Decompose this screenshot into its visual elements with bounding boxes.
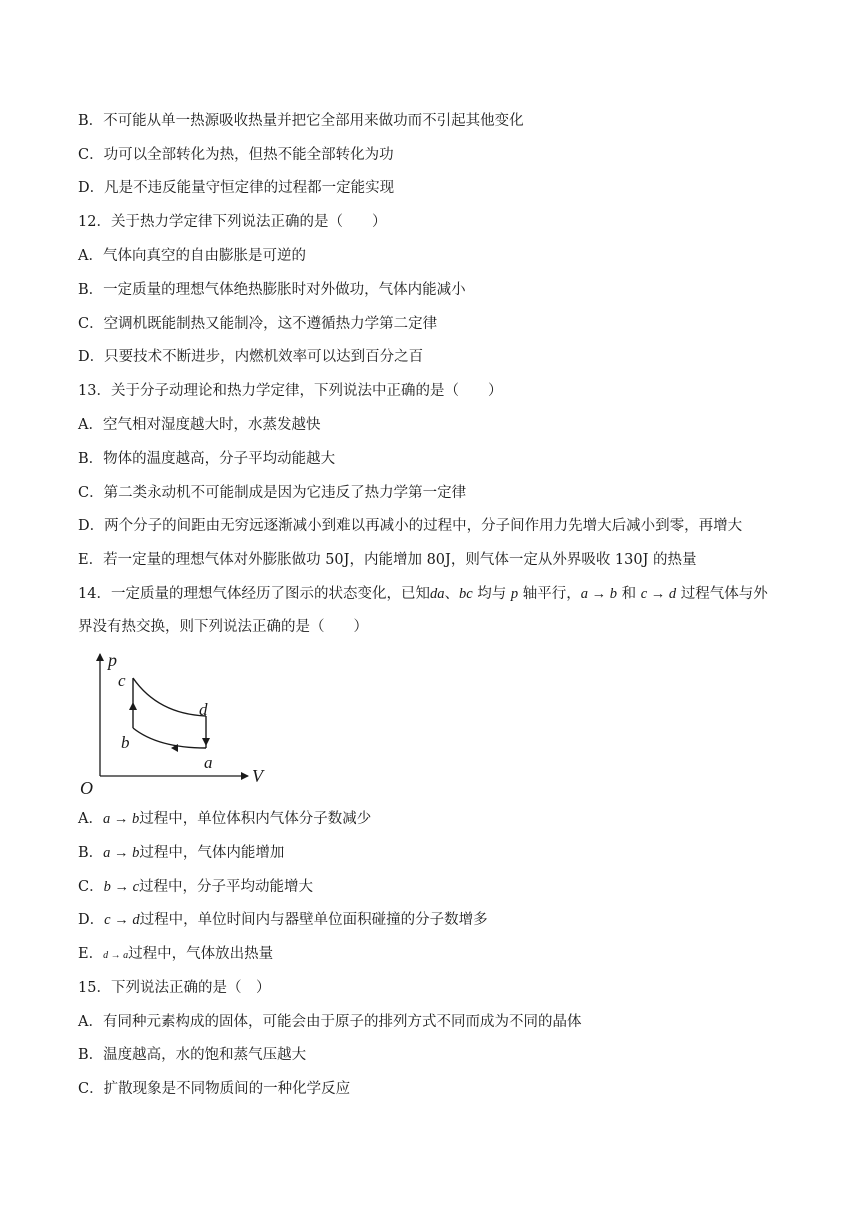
q12-option-b: B．一定质量的理想气体绝热膨胀时对外做功，气体内能减小 [78,282,466,298]
q14-option-b-math: a → b [103,845,140,861]
q14-option-a [78,809,371,829]
q14-option-e [78,944,273,966]
q14-option-b-label: B． [78,845,104,861]
q14-option-d-text: 过程中，单位时间内与器壁单位面积碰撞的分子数增多 [139,912,488,928]
q14-option-e-label: E． [78,946,104,962]
q13-option-c: C．第二类永动机不可能制成是因为它违反了热力学第一定律 [78,485,467,501]
q14-stem-line1 [78,584,768,604]
q13-option-d: D．两个分子的间距由无穷远逐渐减小到难以再减小的过程中，分子间作用力先增大后减小到零，再增大 [78,518,743,534]
q14-stem-text-5: 和 [616,586,641,602]
q14-stem-line2: 界没有热交换，则下列说法正确的是（ ） [78,619,368,635]
arrow-d-to-a [202,738,210,746]
q13-option-b: B．物体的温度越高，分子平均动能越大 [78,451,336,467]
p-axis-label: p [108,650,117,670]
q11-option-c: C．功可以全部转化为热，但热不能全部转化为功 [78,147,394,163]
v-axis-label: V [252,766,263,786]
q11-option-b: B．不可能从单一热源吸收热量并把它全部用来做功而不引起其他变化 [78,113,524,129]
q14-stem-math-bc: bc [458,586,473,602]
q14-option-d-math: c → d [104,912,140,928]
pv-diagram [78,648,268,798]
q14-option-e-text: 过程中，气体放出热量 [128,946,274,962]
curve-a-to-b [133,728,206,748]
q14-stem-math-ab: a → b [580,586,617,602]
q12-stem: 12．关于热力学定律下列说法正确的是（ ） [78,214,387,230]
arrow-b-to-c [129,702,137,710]
origin-label: O [80,778,93,798]
q13-stem: 13．关于分子动理论和热力学定律，下列说法中正确的是（ ） [78,383,503,399]
q14-option-c [78,877,313,897]
q11-option-d: D．凡是不违反能量守恒定律的过程都一定能实现 [78,180,395,196]
q14-stem-text-2: 、 [444,586,459,602]
q12-option-d: D．只要技术不断进步，内燃机效率可以达到百分之百 [78,349,424,365]
q14-option-a-label: A． [78,811,103,827]
q15-stem: 15．下列说法正确的是（ ） [78,980,271,996]
q14-option-a-math: a → b [102,811,140,827]
q14-option-a-text: 过程中，单位体积内气体分子数减少 [139,811,372,827]
q14-stem-text-6: 过程气体与外 [676,586,768,602]
q14-option-c-math: b → c [103,879,140,895]
q14-option-e-math: d → a [103,950,129,961]
q12-option-a: A．气体向真空的自由膨胀是可逆的 [78,248,306,264]
q14-option-c-text: 过程中，分子平均动能增大 [139,879,314,895]
q14-option-c-label: C． [78,879,104,895]
q14-stem-text-1: 14．一定质量的理想气体经历了图示的状态变化，已知 [78,586,430,602]
q14-stem-text-4: 轴平行， [518,586,581,602]
curve-c-to-d [133,678,206,716]
q14-stem-math-da: da [429,586,445,602]
q15-option-a: A．有同种元素构成的固体，可能会由于原子的排列方式不同而成为不同的晶体 [78,1014,582,1030]
q14-option-b [78,843,284,863]
q13-option-e: E．若一定量的理想气体对外膨胀做功 50J，内能增加 80J，则气体一定从外界吸收 130J 的热量 [78,552,697,568]
q14-option-d-label: D． [78,912,105,928]
q15-option-b: B．温度越高，水的饱和蒸气压越大 [78,1047,307,1063]
q14-option-b-text: 过程中，气体内能增加 [139,845,285,861]
q14-stem-text-3: 均与 [472,586,511,602]
q14-stem-math-p: p [510,586,519,602]
q14-stem-math-cd: c → d [640,586,677,602]
point-b-label: b [121,733,130,752]
point-a-label: a [204,753,213,772]
point-c-label: c [118,671,126,690]
q12-option-c: C．空调机既能制热又能制冷，这不遵循热力学第二定律 [78,316,438,332]
q13-option-a: A．空气相对湿度越大时，水蒸发越快 [78,417,321,433]
q15-option-c: C．扩散现象是不同物质间的一种化学反应 [78,1081,351,1097]
q14-option-d [78,910,488,930]
point-d-label: d [199,700,208,719]
